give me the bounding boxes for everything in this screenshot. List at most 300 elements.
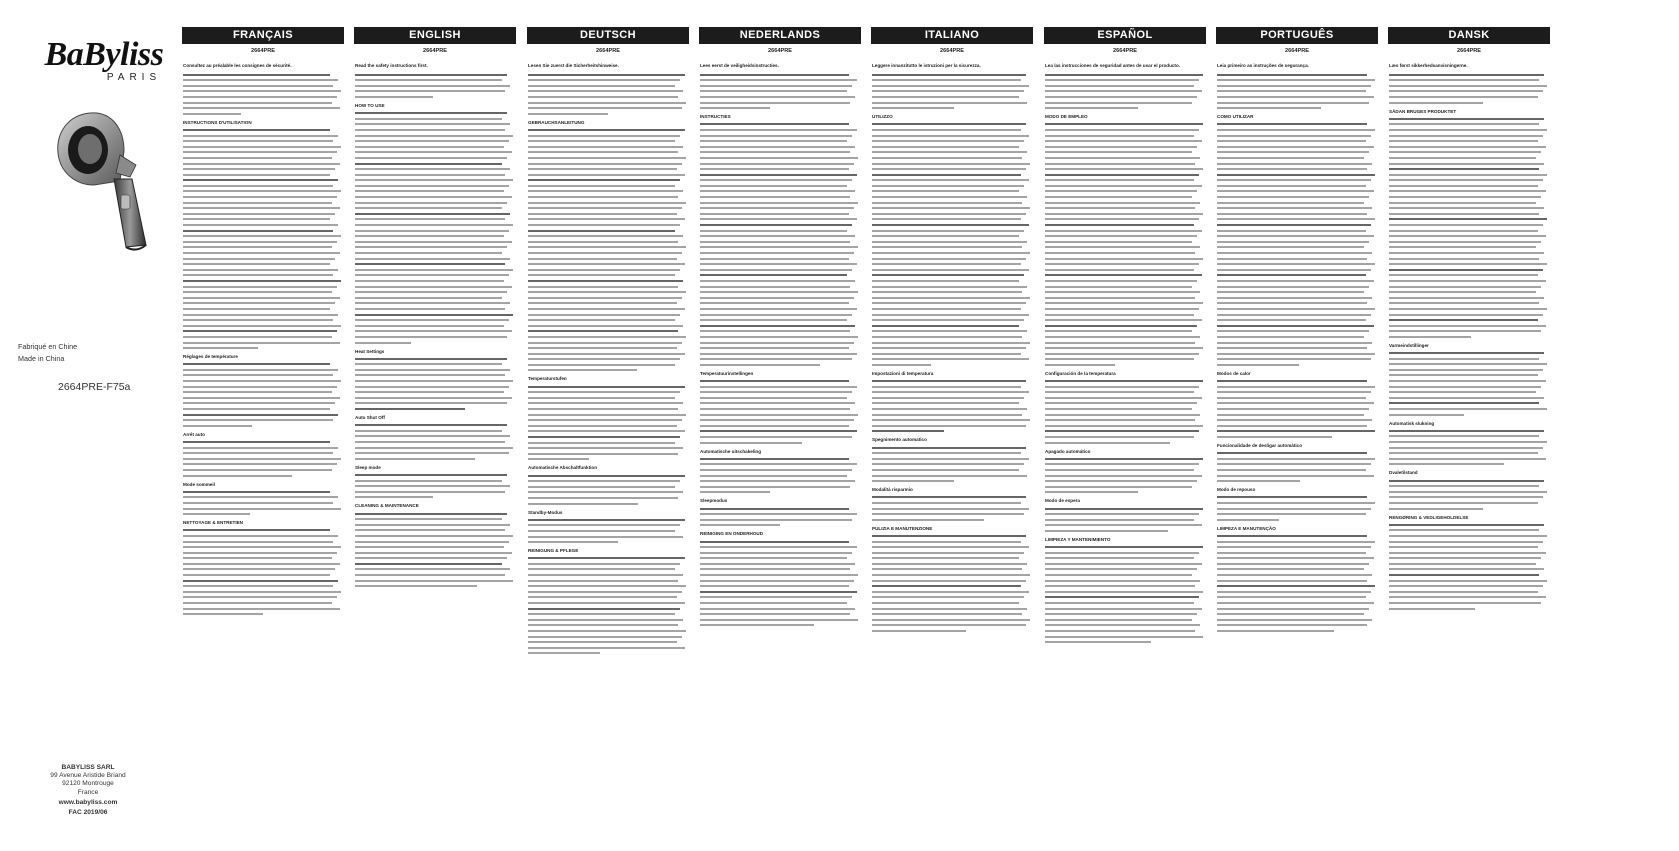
text-line bbox=[700, 386, 857, 388]
text-line bbox=[355, 435, 510, 437]
text-line bbox=[872, 291, 1022, 293]
instruction-section bbox=[872, 437, 1032, 482]
text-line bbox=[528, 624, 678, 626]
text-line bbox=[183, 496, 338, 498]
text-line bbox=[1217, 185, 1366, 187]
origin-line-fr: Fabriqué en Chine bbox=[18, 342, 78, 351]
text-line bbox=[528, 151, 678, 153]
text-line bbox=[355, 546, 504, 548]
text-line bbox=[700, 552, 852, 554]
text-line bbox=[1217, 85, 1371, 87]
text-line bbox=[1217, 274, 1366, 276]
text-line bbox=[700, 608, 855, 610]
text-line bbox=[872, 129, 1021, 131]
instruction-section bbox=[1217, 526, 1377, 632]
text-line bbox=[528, 602, 685, 604]
text-line bbox=[1389, 241, 1541, 243]
text-line bbox=[872, 196, 1027, 198]
text-line bbox=[1217, 535, 1367, 537]
text-line bbox=[1389, 541, 1543, 543]
text-line bbox=[1217, 207, 1372, 209]
text-line bbox=[872, 568, 1022, 570]
text-line bbox=[1389, 235, 1546, 237]
product-code: 2664PRE bbox=[251, 48, 275, 54]
section-title: Funcionalidade de desligar automático bbox=[1217, 443, 1303, 448]
instruction-section bbox=[183, 120, 343, 349]
text-line bbox=[700, 508, 849, 510]
text-line bbox=[872, 140, 1024, 142]
text-line bbox=[1045, 491, 1138, 493]
text-line bbox=[1217, 179, 1371, 181]
text-line bbox=[183, 202, 332, 204]
text-line bbox=[700, 325, 855, 327]
company-info bbox=[28, 764, 148, 817]
text-line bbox=[1045, 442, 1170, 444]
text-line bbox=[1389, 557, 1541, 559]
text-line bbox=[183, 163, 340, 165]
curler-product-image bbox=[28, 95, 178, 255]
intro-text: Lea las instrucciones de seguridad antes de usar el producto. bbox=[1045, 63, 1181, 68]
text-line bbox=[528, 536, 683, 538]
text-line bbox=[1217, 286, 1369, 288]
text-line bbox=[1045, 297, 1195, 299]
text-line bbox=[872, 580, 1026, 582]
text-line bbox=[872, 463, 1024, 465]
model-code: 2664PRE-F75a bbox=[58, 381, 131, 393]
text-line bbox=[1217, 96, 1374, 98]
text-line bbox=[528, 107, 682, 109]
website-link[interactable]: www.babyliss.com bbox=[58, 798, 118, 806]
text-line bbox=[700, 274, 847, 276]
instruction-section bbox=[528, 465, 688, 504]
text-line bbox=[183, 397, 340, 399]
text-line bbox=[872, 353, 1021, 355]
text-line bbox=[872, 630, 966, 632]
instruction-section bbox=[355, 465, 515, 499]
text-line bbox=[183, 241, 337, 243]
text-line bbox=[872, 102, 1027, 104]
product-code: 2664PRE bbox=[1113, 48, 1137, 54]
text-line bbox=[1217, 519, 1279, 521]
text-line bbox=[183, 541, 333, 543]
text-line bbox=[1389, 196, 1541, 198]
section-title: Configuración de la temperatura bbox=[1045, 370, 1116, 376]
text-line bbox=[1389, 386, 1541, 388]
text-line bbox=[1217, 552, 1366, 554]
text-line bbox=[528, 336, 686, 338]
text-line bbox=[700, 524, 780, 526]
text-line bbox=[355, 190, 504, 192]
text-line bbox=[1045, 252, 1195, 254]
text-line bbox=[355, 196, 512, 198]
text-line bbox=[872, 408, 1027, 410]
text-line bbox=[872, 358, 1029, 360]
text-line bbox=[872, 397, 1024, 399]
text-line bbox=[1217, 202, 1364, 204]
text-line bbox=[1045, 636, 1203, 638]
text-line bbox=[183, 447, 338, 449]
text-line bbox=[872, 190, 1019, 192]
instruction-section bbox=[183, 482, 343, 516]
text-line bbox=[528, 96, 678, 98]
text-line bbox=[183, 513, 250, 515]
text-line bbox=[1389, 574, 1539, 576]
text-line bbox=[183, 135, 338, 137]
text-line bbox=[1217, 280, 1374, 282]
text-line bbox=[1217, 458, 1375, 460]
text-line bbox=[183, 140, 333, 142]
text-line bbox=[1389, 218, 1547, 220]
text-line bbox=[183, 585, 333, 587]
text-line bbox=[1389, 352, 1544, 354]
text-line bbox=[700, 263, 857, 265]
text-line bbox=[700, 258, 849, 260]
text-line bbox=[183, 258, 335, 260]
text-line bbox=[528, 442, 675, 444]
text-line bbox=[355, 518, 502, 520]
instructions-body bbox=[1044, 54, 1206, 643]
language-column bbox=[527, 27, 689, 827]
text-line bbox=[183, 391, 332, 393]
product-code: 2664PRE bbox=[1457, 48, 1481, 54]
language-header: PORTUGUÊS bbox=[1216, 27, 1378, 44]
intro-text: Læs først sikkerhedsanvisningerne. bbox=[1389, 63, 1468, 68]
text-line bbox=[355, 513, 507, 515]
text-line bbox=[700, 624, 814, 626]
text-line bbox=[872, 230, 1024, 232]
section-title: Automatische uitschakeling bbox=[700, 448, 762, 454]
text-line bbox=[1217, 630, 1334, 632]
text-line bbox=[528, 342, 682, 344]
text-line bbox=[1045, 353, 1199, 355]
instruction-section bbox=[355, 503, 515, 587]
text-line bbox=[1389, 608, 1475, 610]
section-title: Sleepmodus bbox=[700, 498, 728, 504]
text-line bbox=[528, 353, 685, 355]
text-line bbox=[872, 302, 1026, 304]
text-line bbox=[528, 391, 680, 393]
text-line bbox=[183, 102, 332, 104]
text-line bbox=[528, 397, 675, 399]
text-line bbox=[1217, 480, 1300, 482]
text-line bbox=[528, 286, 678, 288]
text-line bbox=[1389, 213, 1539, 215]
language-header: FRANÇAIS bbox=[182, 27, 344, 44]
instruction-section bbox=[183, 520, 343, 615]
text-line bbox=[872, 391, 1029, 393]
text-line bbox=[1217, 241, 1369, 243]
text-line bbox=[183, 113, 241, 115]
text-line bbox=[700, 96, 855, 98]
text-line bbox=[1045, 291, 1200, 293]
text-line bbox=[183, 475, 292, 477]
text-line bbox=[700, 123, 849, 125]
text-line bbox=[700, 574, 858, 576]
text-line bbox=[1045, 129, 1199, 131]
text-line bbox=[700, 185, 847, 187]
instruction-section bbox=[1389, 109, 1549, 338]
text-line bbox=[1389, 252, 1544, 254]
text-line bbox=[355, 580, 513, 582]
text-line bbox=[1389, 358, 1539, 360]
text-line bbox=[355, 168, 510, 170]
text-line bbox=[1217, 218, 1375, 220]
text-line bbox=[700, 269, 852, 271]
text-line bbox=[355, 90, 505, 92]
text-line bbox=[1217, 419, 1372, 421]
text-line bbox=[872, 508, 1029, 510]
text-line bbox=[872, 541, 1021, 543]
text-line bbox=[528, 369, 637, 371]
text-line bbox=[872, 513, 1024, 515]
text-line bbox=[528, 563, 680, 565]
text-line bbox=[1389, 123, 1539, 125]
text-line bbox=[183, 330, 337, 332]
text-line bbox=[1045, 480, 1197, 482]
text-line bbox=[1217, 330, 1369, 332]
text-line bbox=[700, 486, 850, 488]
text-line bbox=[528, 74, 685, 76]
text-line bbox=[700, 353, 857, 355]
text-line bbox=[1389, 363, 1547, 365]
text-line bbox=[183, 90, 341, 92]
text-line bbox=[528, 541, 618, 543]
text-line bbox=[355, 452, 509, 454]
language-column bbox=[871, 27, 1033, 827]
text-line bbox=[528, 190, 683, 192]
text-line bbox=[355, 269, 513, 271]
text-line bbox=[1217, 129, 1375, 131]
text-line bbox=[183, 179, 338, 181]
section-title: LIMPEZA E MANUTENÇÃO bbox=[1217, 525, 1276, 531]
text-line bbox=[700, 302, 849, 304]
text-line bbox=[700, 491, 770, 493]
text-line bbox=[700, 358, 852, 360]
text-line bbox=[355, 174, 505, 176]
text-line bbox=[700, 286, 850, 288]
text-line bbox=[355, 235, 504, 237]
logo-subtext: PARIS bbox=[106, 72, 162, 83]
text-line bbox=[1045, 463, 1199, 465]
text-line bbox=[1389, 157, 1536, 159]
section-title: Temperatuurinstellingen bbox=[700, 370, 754, 376]
text-line bbox=[355, 224, 513, 226]
text-line bbox=[528, 358, 680, 360]
text-line bbox=[872, 135, 1029, 137]
text-line bbox=[528, 213, 677, 215]
text-line bbox=[700, 74, 849, 76]
section-title: SÅDAN BRUGES PRODUKTET bbox=[1389, 108, 1457, 114]
text-line bbox=[183, 613, 263, 615]
text-line bbox=[1045, 641, 1151, 643]
text-line bbox=[872, 342, 1030, 344]
text-line bbox=[1217, 568, 1364, 570]
text-line bbox=[528, 102, 686, 104]
section-title: Impostazioni di temperatura bbox=[872, 370, 934, 376]
text-line bbox=[528, 486, 675, 488]
text-line bbox=[700, 519, 852, 521]
text-line bbox=[528, 174, 685, 176]
instructions-body bbox=[1216, 54, 1378, 632]
text-line bbox=[1389, 585, 1543, 587]
text-line bbox=[528, 263, 685, 265]
text-line bbox=[183, 196, 337, 198]
text-line bbox=[872, 557, 1019, 559]
text-line bbox=[183, 263, 330, 265]
section-title: Sleep mode bbox=[355, 464, 381, 470]
text-line bbox=[700, 280, 855, 282]
text-line bbox=[1217, 123, 1367, 125]
text-line bbox=[1045, 123, 1203, 125]
text-line bbox=[1389, 441, 1547, 443]
text-line bbox=[1217, 263, 1375, 265]
text-line bbox=[1389, 96, 1538, 98]
instruction-section bbox=[872, 526, 1032, 632]
instruction-section bbox=[355, 103, 515, 344]
text-line bbox=[528, 414, 686, 416]
text-line bbox=[700, 402, 855, 404]
instruction-section bbox=[1045, 537, 1205, 643]
instruction-section bbox=[183, 74, 343, 115]
text-line bbox=[528, 568, 675, 570]
section-title: Automatisk slukning bbox=[1389, 420, 1435, 426]
text-line bbox=[183, 374, 333, 376]
text-line bbox=[1217, 602, 1374, 604]
text-line bbox=[183, 425, 252, 427]
text-line bbox=[700, 224, 852, 226]
section-title: CLEANING & MAINTENANCE bbox=[355, 503, 419, 509]
text-line bbox=[1217, 140, 1366, 142]
text-line bbox=[1045, 552, 1199, 554]
instruction-section bbox=[700, 531, 860, 626]
text-line bbox=[700, 157, 858, 159]
text-line bbox=[700, 207, 854, 209]
text-line bbox=[1389, 602, 1541, 604]
text-line bbox=[872, 414, 1022, 416]
text-line bbox=[700, 230, 847, 232]
text-line bbox=[872, 314, 1029, 316]
text-line bbox=[1217, 619, 1372, 621]
text-line bbox=[1045, 380, 1203, 382]
text-line bbox=[528, 330, 678, 332]
instruction-section bbox=[700, 114, 860, 366]
instructions-body bbox=[527, 54, 689, 654]
instruction-section bbox=[872, 74, 1032, 110]
text-line bbox=[355, 85, 510, 87]
text-line bbox=[700, 546, 857, 548]
text-line bbox=[1045, 102, 1192, 104]
instruction-section bbox=[528, 74, 688, 115]
instruction-section bbox=[1389, 515, 1549, 610]
babyliss-logo bbox=[24, 38, 184, 83]
text-line bbox=[872, 552, 1024, 554]
text-line bbox=[1045, 386, 1199, 388]
text-line bbox=[1389, 485, 1539, 487]
text-line bbox=[1045, 563, 1202, 565]
text-line bbox=[1389, 369, 1543, 371]
instruction-section bbox=[1389, 421, 1549, 466]
text-line bbox=[872, 241, 1027, 243]
text-line bbox=[1045, 207, 1195, 209]
text-line bbox=[872, 269, 1029, 271]
section-title: INSTRUCTIES bbox=[700, 114, 731, 120]
text-line bbox=[1217, 608, 1369, 610]
text-line bbox=[528, 503, 638, 505]
text-line bbox=[1045, 241, 1192, 243]
text-line bbox=[528, 90, 683, 92]
text-line bbox=[700, 591, 857, 593]
instructions-body bbox=[871, 54, 1033, 632]
text-line bbox=[1045, 330, 1192, 332]
text-line bbox=[1217, 213, 1367, 215]
text-line bbox=[528, 291, 686, 293]
text-line bbox=[872, 168, 1026, 170]
text-line bbox=[355, 557, 507, 559]
text-line bbox=[1045, 302, 1203, 304]
text-line bbox=[872, 213, 1026, 215]
language-header: NEDERLANDS bbox=[699, 27, 861, 44]
text-line bbox=[355, 96, 433, 98]
text-line bbox=[1389, 118, 1544, 120]
text-line bbox=[1389, 430, 1544, 432]
text-line bbox=[355, 230, 509, 232]
text-line bbox=[183, 608, 340, 610]
instruction-section bbox=[1217, 74, 1377, 110]
text-line bbox=[1389, 563, 1536, 565]
text-line bbox=[1217, 269, 1371, 271]
text-line bbox=[1045, 430, 1199, 432]
text-line bbox=[183, 297, 340, 299]
section-title: GEBRAUCHSANLEITUNG bbox=[528, 119, 585, 125]
text-line bbox=[700, 90, 847, 92]
text-line bbox=[1217, 230, 1366, 232]
text-line bbox=[1217, 585, 1375, 587]
text-line bbox=[355, 552, 512, 554]
text-line bbox=[355, 213, 510, 215]
text-line bbox=[1389, 263, 1547, 265]
text-line bbox=[1045, 163, 1195, 165]
text-line bbox=[872, 96, 1019, 98]
text-line bbox=[528, 113, 608, 115]
text-line bbox=[872, 364, 931, 366]
text-line bbox=[355, 112, 507, 114]
text-line bbox=[1389, 491, 1547, 493]
language-column bbox=[354, 27, 516, 827]
text-line bbox=[1389, 280, 1546, 282]
text-line bbox=[528, 129, 685, 131]
text-line bbox=[1217, 314, 1371, 316]
text-line bbox=[700, 241, 850, 243]
address-line: France bbox=[77, 788, 99, 796]
text-line bbox=[872, 319, 1024, 321]
text-line bbox=[1217, 475, 1374, 477]
text-line bbox=[355, 397, 512, 399]
text-line bbox=[528, 246, 686, 248]
section-title: Heat Settings bbox=[355, 348, 385, 354]
text-line bbox=[1389, 185, 1538, 187]
text-line bbox=[1045, 524, 1202, 526]
text-line bbox=[1045, 190, 1197, 192]
text-line bbox=[872, 402, 1019, 404]
instruction-section bbox=[700, 498, 860, 526]
text-line bbox=[1045, 436, 1194, 438]
text-line bbox=[700, 419, 854, 421]
text-line bbox=[1045, 624, 1200, 626]
text-line bbox=[1217, 353, 1375, 355]
text-line bbox=[872, 185, 1024, 187]
intro-text: Leggere innanzitutto le istruzioni per la sicurezza. bbox=[872, 63, 981, 68]
text-line bbox=[1217, 402, 1374, 404]
